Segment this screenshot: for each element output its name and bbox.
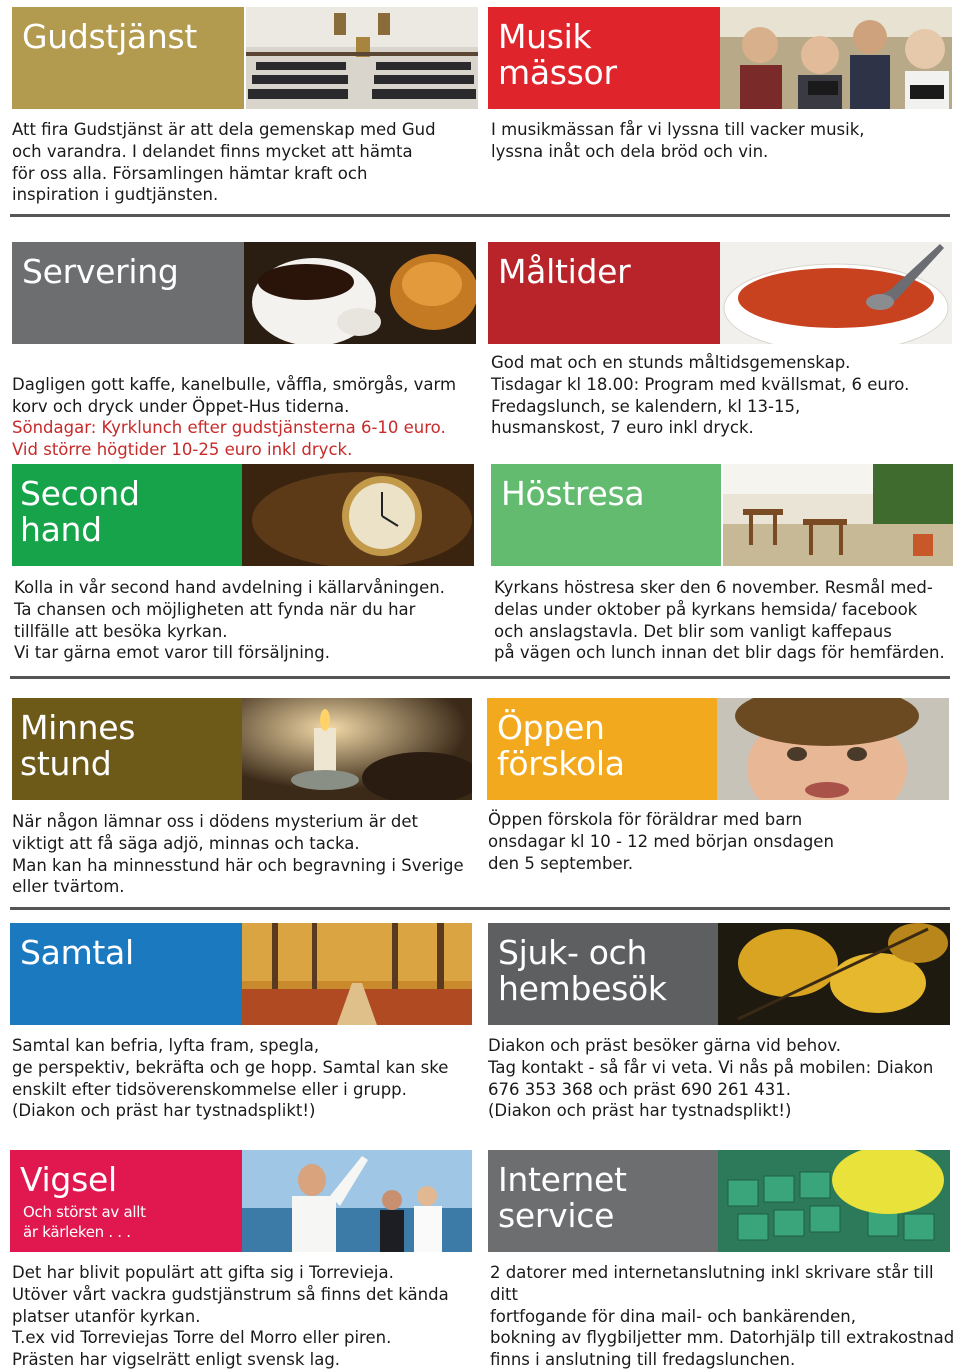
section-vigsel	[0, 1150, 480, 1370]
vigsel-title: Vigsel	[20, 1160, 117, 1199]
servering-highlight: Söndagar: Kyrklunch efter gudstjänsterna 6-10 euro. Vid större högtider 10-25 euro inkl dryck.	[12, 418, 446, 460]
section-internet	[480, 1150, 960, 1370]
section-title	[20, 1162, 146, 1242]
section-text: Diakon och präst besöker gärna vid behov. Tag kontakt - så får vi veta. Vi nås på mobilen: Diakon 676 353 368 och präst 690 261 431. (Diakon och präst har tystnadsplikt!)	[488, 1036, 934, 1121]
section-sjuk	[480, 923, 960, 1133]
header-block-minnes	[12, 698, 242, 800]
header-block-internet	[488, 1150, 718, 1252]
section-title: Musik mässor	[498, 17, 617, 92]
section-forskola	[480, 698, 960, 908]
section-hostresa	[480, 464, 960, 674]
section-title: Second hand	[20, 474, 140, 549]
section-maltider	[480, 240, 960, 450]
section-title: Minnes stund	[20, 708, 136, 783]
section-text: Samtal kan befria, lyfta fram, spegla, ge perspektiv, bekräfta och ge hopp. Samtal kan ske enskilt efter tidsöverenskommelse eller i grupp. (Diakon och präst har tystnadsplikt!)	[12, 1036, 449, 1121]
candle-photo	[242, 698, 472, 800]
header-block-sjuk	[488, 923, 718, 1025]
section-text: Kyrkans höstresa sker den 6 november. Resmål med- delas under oktober på kyrkans hemsida/ facebook och anslagstavla. Det blir som vanligt kaffepaus på vägen och lunch innan det blir dags för hemfärden.	[494, 578, 945, 663]
servering-text: Dagligen gott kaffe, kanelbulle, våffla, smörgås, varm korv och dryck under Öppet-Hus tiderna.	[12, 374, 457, 416]
section-servering	[0, 240, 480, 460]
header-block-vigsel	[10, 1150, 242, 1252]
section-title: Gudstjänst	[22, 17, 198, 56]
section-text: Det har blivit populärt att gifta sig i Torrevieja. Utöver vårt vackra gudstjänstrum så finns det kända platser utanför kyrkan. T.ex vid Torreviejas Torre del Morro eller piren. Prästen har vigselrätt enligt svensk lag.	[12, 1263, 449, 1370]
section-minnes	[0, 698, 480, 908]
header-block-forskola	[487, 698, 717, 800]
section-text: Kolla in vår second hand avdelning i källarvåningen. Ta chansen och möjligheten att fynda när du har tillfälle att besöka kyrkan. Vi tar gärna emot varor till försäljning.	[14, 578, 445, 663]
section-title: Måltider	[498, 252, 631, 291]
keyboard-photo	[718, 1150, 950, 1252]
section-text: God mat och en stunds måltidsgemenskap. Tisdagar kl 18.00: Program med kvällsmat, 6 euro. Fredagslunch, se kalendern, kl 13-15, husmanskost, 7 euro inkl dryck.	[491, 353, 910, 438]
section-gudstjanst	[0, 0, 480, 215]
header-block-maltider	[488, 242, 720, 344]
child-face-photo	[717, 698, 949, 800]
autumn-forest-photo	[242, 923, 472, 1025]
section-title: Sjuk- och hembesök	[498, 933, 667, 1008]
divider	[10, 214, 950, 217]
section-title: Internet service	[498, 1160, 627, 1235]
divider	[10, 907, 950, 910]
section-title: Servering	[22, 252, 179, 291]
section-text: Att fira Gudstjänst är att dela gemenskap med Gud och varandra. I delandet finns mycket att hämta för oss alla. Församlingen hämtar kraft och inspiration i gudtjänsten.	[12, 120, 436, 205]
choir-singers-photo	[720, 7, 952, 109]
pocket-watch-photo	[242, 464, 474, 566]
section-samtal	[0, 923, 480, 1133]
header-block-servering	[12, 242, 244, 344]
autumn-leaves-photo	[718, 923, 950, 1025]
header-block-musik	[488, 7, 720, 109]
header-block-hostresa	[491, 464, 721, 566]
section-text: 2 datorer med internetanslutning inkl skrivare står till ditt fortfogande för dina mail- och bankärenden, bokning av flygbiljetter mm. Datorhjälp till extrakostnad finns i anslutning till fredagslunchen.	[490, 1263, 955, 1370]
cafe-terrace-photo	[723, 464, 953, 566]
header-block-gudstjanst	[12, 7, 244, 109]
section-text: Öppen förskola för föräldrar med barn onsdagar kl 10 - 12 med början onsdagen den 5 september.	[488, 810, 834, 873]
header-block-samtal	[10, 923, 242, 1025]
soup-bowl-photo	[720, 242, 952, 344]
vigsel-subtitle: Och störst av allt är kärleken . . .	[23, 1203, 146, 1241]
section-title: Höstresa	[501, 474, 645, 513]
header-block-secondhand	[12, 464, 242, 566]
church-interior-photo	[246, 7, 478, 109]
section-secondhand	[0, 464, 480, 674]
coffee-croissant-photo	[244, 242, 476, 344]
section-title: Samtal	[20, 933, 134, 972]
section-text: När någon lämnar oss i dödens mysterium är det viktigt att få säga adjö, minnas och tacka. Man kan ha minnesstund här och begravning i Sverige eller tvärtom.	[12, 812, 464, 897]
wedding-seaside-photo	[242, 1150, 472, 1252]
divider	[10, 676, 950, 679]
section-text: I musikmässan får vi lyssna till vacker musik, lyssna inåt och dela bröd och vin.	[491, 120, 865, 161]
section-musik	[480, 0, 960, 215]
section-title: Öppen förskola	[497, 708, 625, 783]
